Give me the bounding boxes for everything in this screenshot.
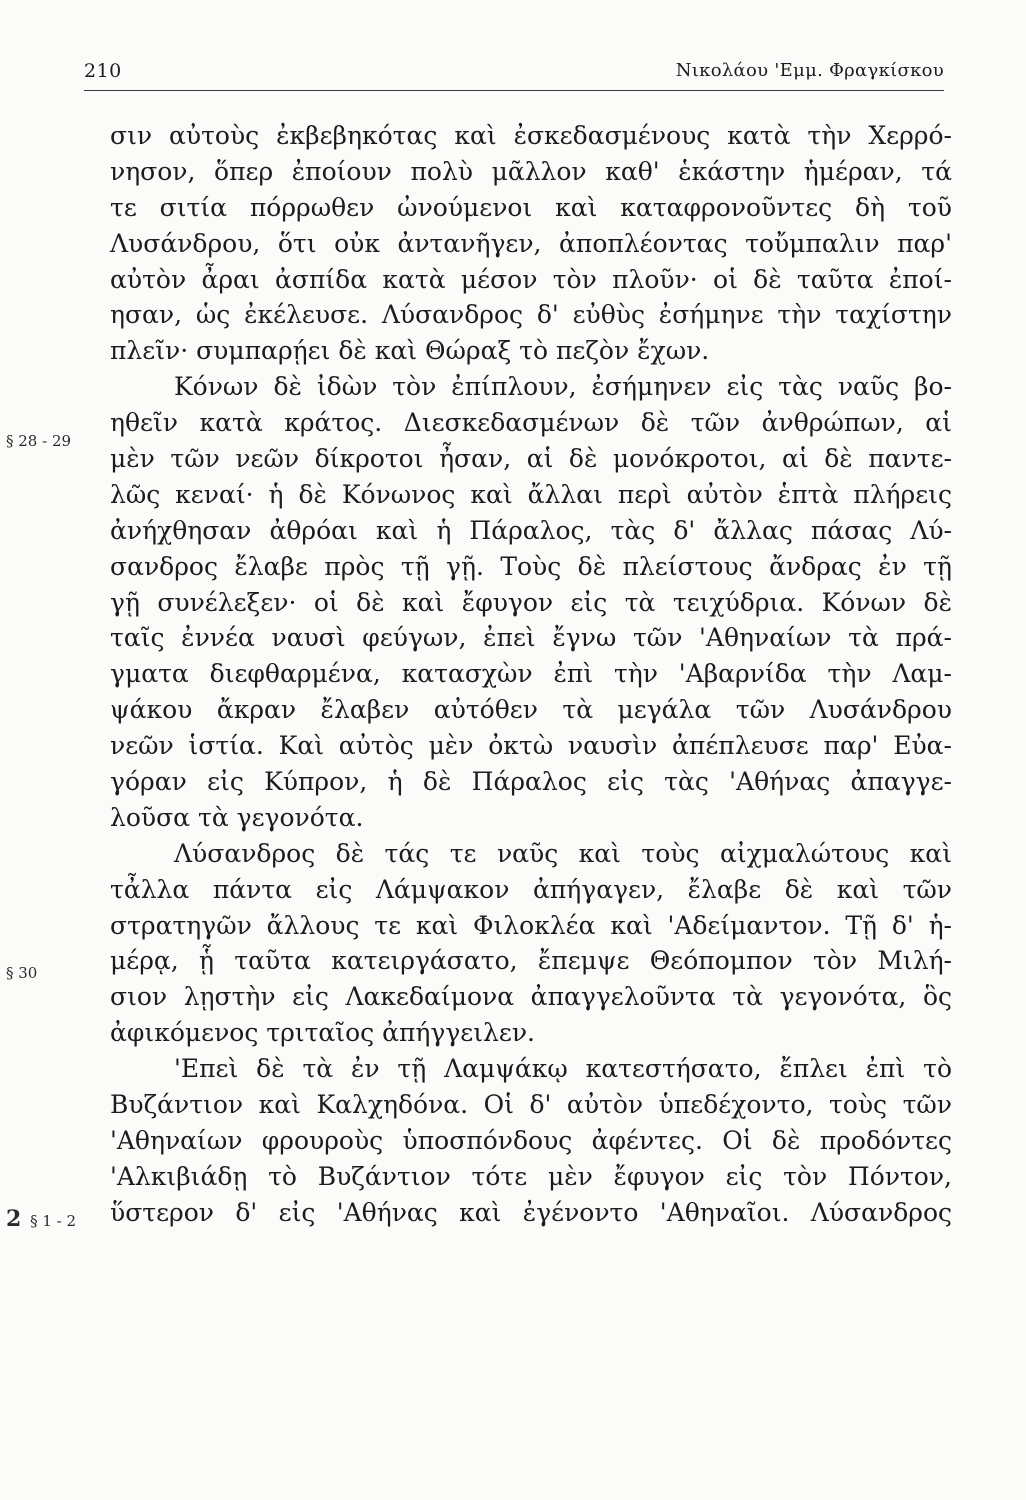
text-line: αὐτὸν ἆραι ἀσπίδα κατὰ μέσον τὸν πλοῦν· οἱ δὲ ταῦτα ἐποί- [110, 264, 952, 294]
body-text [110, 118, 952, 1231]
text-line: νησον, ὅπερ ἐποίουν πολὺ μᾶλλον καθ' ἑκάστην ἡμέραν, τά [110, 156, 952, 186]
text-line: λοῦσα τὰ γεγονότα. [110, 802, 364, 832]
text-line: 'Επεὶ δὲ τὰ ἐν τῇ Λαμψάκῳ κατεστήσατο, ἔπλει ἐπὶ τὸ [174, 1054, 952, 1084]
text-line: σιον λῃστὴν εἰς Λακεδαίμονα ἀπαγγελοῦντα τὰ γεγονότα, ὃς [110, 982, 952, 1012]
text-line: ἀφικόμενος τριταῖος ἀπήγγειλεν. [110, 1018, 535, 1048]
text-line: ησαν, ὡς ἐκέλευσε. Λύσανδρος δ' εὐθὺς ἐσήμηνε τὴν ταχίστην [110, 300, 952, 330]
margin-note [6, 424, 106, 460]
text-line: νεῶν ἱστία. Καὶ αὐτὸς μὲν ὀκτὼ ναυσὶν ἀπέπλευσε παρ' Εὐα- [110, 731, 952, 761]
text-line: ηθεῖν κατὰ κράτος. Διεσκεδασμένων δὲ τῶν ἀνθρώπων, αἱ [110, 408, 952, 438]
text-line: Βυζάντιον καὶ Καλχηδόνα. Οἱ δ' αὐτὸν ὑπεδέχοντο, τοὺς τῶν [110, 1090, 952, 1120]
margin-note [6, 1202, 106, 1240]
text-line: 'Αλκιβιάδῃ τὸ Βυζάντιον τότε μὲν ἔφυγον εἰς τὸν Πόντον, [110, 1161, 952, 1191]
section-ref: § 28 - 29 [6, 432, 72, 450]
text-line: σιν αὐτοὺς ἐκβεβηκότας καὶ ἐσκεδασμένους κατὰ τὴν Χερρό- [110, 121, 952, 150]
text-line: πλεῖν· συμπαρῄει δὲ καὶ Θώραξ τὸ πεζὸν ἔχων. [110, 336, 710, 366]
text-line: μὲν τῶν νεῶν δίκροτοι ἦσαν, αἱ δὲ μονόκροτοι, αἱ δὲ παντε- [110, 444, 952, 474]
page-number: 210 [84, 60, 122, 82]
text-line: ἀνήχθησαν ἀθρόαι καὶ ἡ Πάραλος, τὰς δ' ἄλλας πάσας Λύ- [110, 515, 952, 545]
page-header [84, 54, 944, 91]
text-line: τε σιτία πόρρωθεν ὠνούμενοι καὶ καταφρονοῦντες δὴ τοῦ [110, 192, 952, 222]
section-ref: § 30 [6, 964, 38, 982]
section-ref: § 1 - 2 [30, 1212, 77, 1230]
text-line: σανδρος ἔλαβε πρὸς τῇ γῇ. Τοὺς δὲ πλείστους ἄνδρας ἐν τῇ [110, 551, 952, 581]
text-line: μέρᾳ, ᾗ ταῦτα κατειργάσατο, ἔπεμψε Θεόπομπον τὸν Μιλή- [110, 946, 952, 976]
running-head: Νικολάου 'Εμμ. Φραγκίσκου [675, 60, 944, 81]
text-line: γματα διεφθαρμένα, κατασχὼν ἐπὶ τὴν 'Αβαρνίδα τὴν Λαμ- [110, 659, 952, 689]
text-line: λῶς κεναί· ἡ δὲ Κόνωνος καὶ ἄλλαι περὶ αὐτὸν ἑπτὰ πλήρεις [110, 479, 952, 509]
text-line: ταῖς ἐννέα ναυσὶ φεύγων, ἐπεὶ ἔγνω τῶν 'Αθηναίων τὰ πρά- [110, 623, 952, 653]
margin-note [6, 956, 106, 992]
text-line: στρατηγῶν ἄλλους τε καὶ Φιλοκλέα καὶ 'Αδείμαντον. Τῇ δ' ἡ- [110, 910, 952, 940]
text-line: 'Αθηναίων φρουροὺς ὑποσπόνδους ἀφέντες. Οἱ δὲ προδόντες [110, 1125, 952, 1155]
text-line: ὕστερον δ' εἰς 'Αθήνας καὶ ἐγένοντο 'Αθηναῖοι. Λύσανδρος [110, 1197, 952, 1227]
text-line: τἆλλα πάντα εἰς Λάμψακον ἀπήγαγεν, ἔλαβε δὲ καὶ τῶν [110, 874, 952, 904]
chapter-number: 2 [6, 1206, 22, 1232]
text-line: Λύσανδρος δὲ τάς τε ναῦς καὶ τοὺς αἰχμαλώτους καὶ [174, 838, 952, 868]
text-line: γῇ συνέλεξεν· οἱ δὲ καὶ ἔφυγον εἰς τὰ τειχύδρια. Κόνων δὲ [110, 587, 952, 617]
text-line: γόραν εἰς Κύπρον, ἡ δὲ Πάραλος εἰς τὰς 'Αθήνας ἀπαγγε- [110, 767, 952, 797]
text-line: Λυσάνδρου, ὅτι οὐκ ἀντανῆγεν, ἀποπλέοντας τοὔμπαλιν παρ' [110, 228, 952, 258]
text-line: ψάκου ἄκραν ἔλαβεν αὐτόθεν τὰ μεγάλα τῶν Λυσάνδρου [110, 695, 952, 725]
text-line: Κόνων δὲ ἰδὼν τὸν ἐπίπλουν, ἐσήμηνεν εἰς τὰς ναῦς βο- [174, 372, 952, 402]
